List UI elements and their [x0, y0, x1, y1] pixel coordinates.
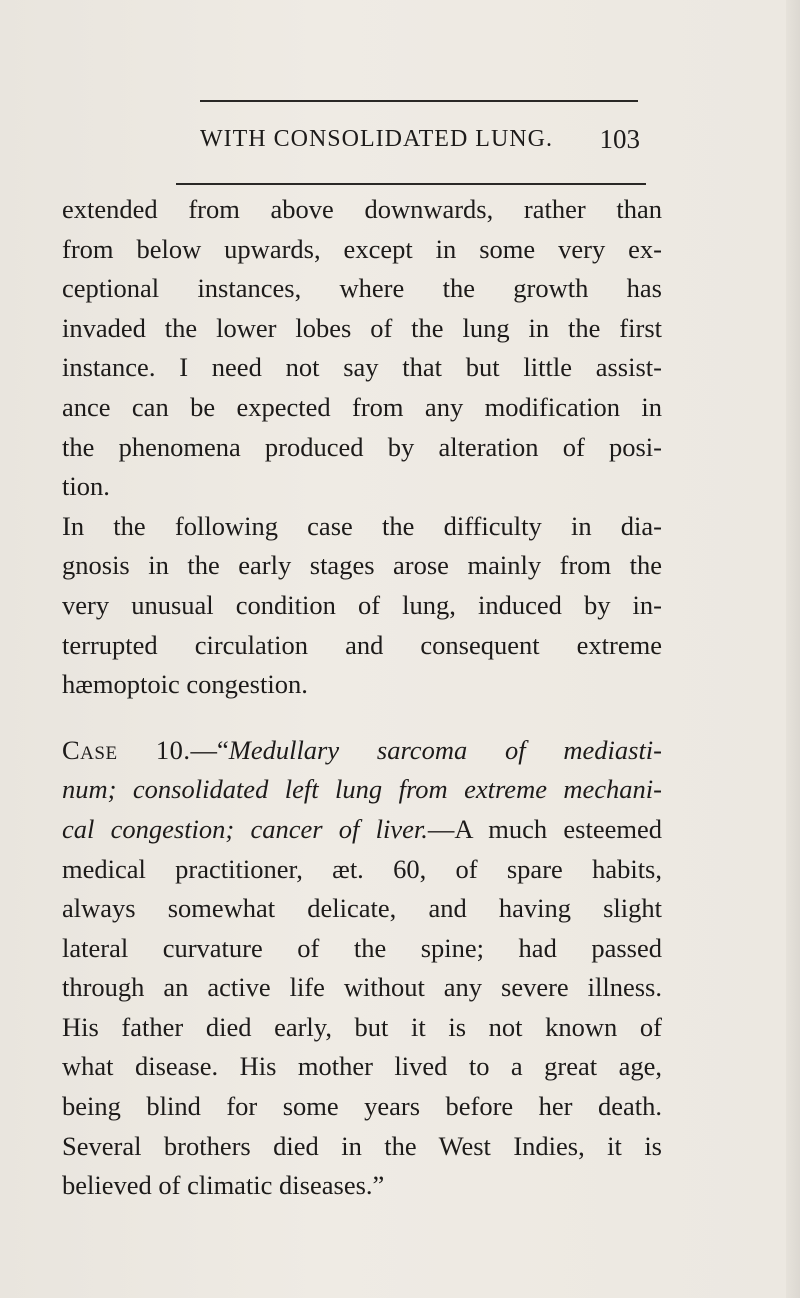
case-label: Case 10.	[62, 734, 191, 765]
text-line: invaded the lower lobes of the lung in the first	[62, 312, 662, 343]
text-line: Several brothers died in the West Indies, it is	[62, 1130, 662, 1161]
text-line: ceptional instances, where the growth has	[62, 273, 662, 304]
text-line: through an active life without any severe illness.	[62, 972, 662, 1003]
running-head	[200, 124, 640, 160]
paragraph-3	[62, 731, 662, 1206]
paragraph-1	[62, 190, 662, 507]
case-title-part-3: cal congestion; cancer of liver.	[62, 813, 428, 844]
text-line: ance can be expected from any modification in	[62, 391, 662, 422]
text-line: instance. I need not say that but little assist-	[62, 352, 662, 383]
running-title: WITH CONSOLIDATED LUNG.	[200, 126, 553, 152]
case-title-part-2: num; consolidated left lung from extreme mechani-	[62, 774, 662, 805]
header-rule-bottom	[176, 183, 646, 185]
text-line: tion.	[62, 471, 110, 502]
case-title-part-1: Medullary sarcoma of mediasti-	[228, 734, 662, 765]
text-line: medical practitioner, æt. 60, of spare habits,	[62, 853, 662, 884]
case-heading-line-3	[62, 810, 662, 850]
text-line: the phenomena produced by alteration of posi-	[62, 431, 662, 462]
text-line: lateral curvature of the spine; had passed	[62, 932, 662, 963]
text-line: believed of climatic diseases.”	[62, 1170, 385, 1201]
text-line: always somewhat delicate, and having slight	[62, 893, 662, 924]
text-line: very unusual condition of lung, induced by in-	[62, 589, 662, 620]
body-text	[62, 190, 662, 1206]
case-heading-line-1	[62, 731, 662, 771]
text-line: gnosis in the early stages arose mainly from the	[62, 550, 662, 581]
text-line: from below upwards, except in some very ex-	[62, 233, 662, 264]
text-line: His father died early, but it is not known of	[62, 1011, 662, 1042]
text-line: terrupted circulation and consequent extreme	[62, 629, 662, 660]
paragraph-2	[62, 507, 662, 705]
text-line: In the following case the difficulty in dia-	[62, 510, 662, 541]
text-line: hæmoptoic congestion.	[62, 669, 308, 700]
text-line: what disease. His mother lived to a great age,	[62, 1051, 662, 1082]
case-line-3-rest: —A much esteemed	[427, 813, 662, 844]
page-number: 103	[599, 124, 640, 154]
paragraph-gap	[62, 705, 662, 731]
text-line: being blind for some years before her death.	[62, 1091, 662, 1122]
header-rule-top	[200, 100, 638, 102]
page-edge-shadow	[786, 0, 800, 1298]
text-line: extended from above downwards, rather than	[62, 194, 662, 224]
dash-quote: —“	[190, 734, 229, 765]
